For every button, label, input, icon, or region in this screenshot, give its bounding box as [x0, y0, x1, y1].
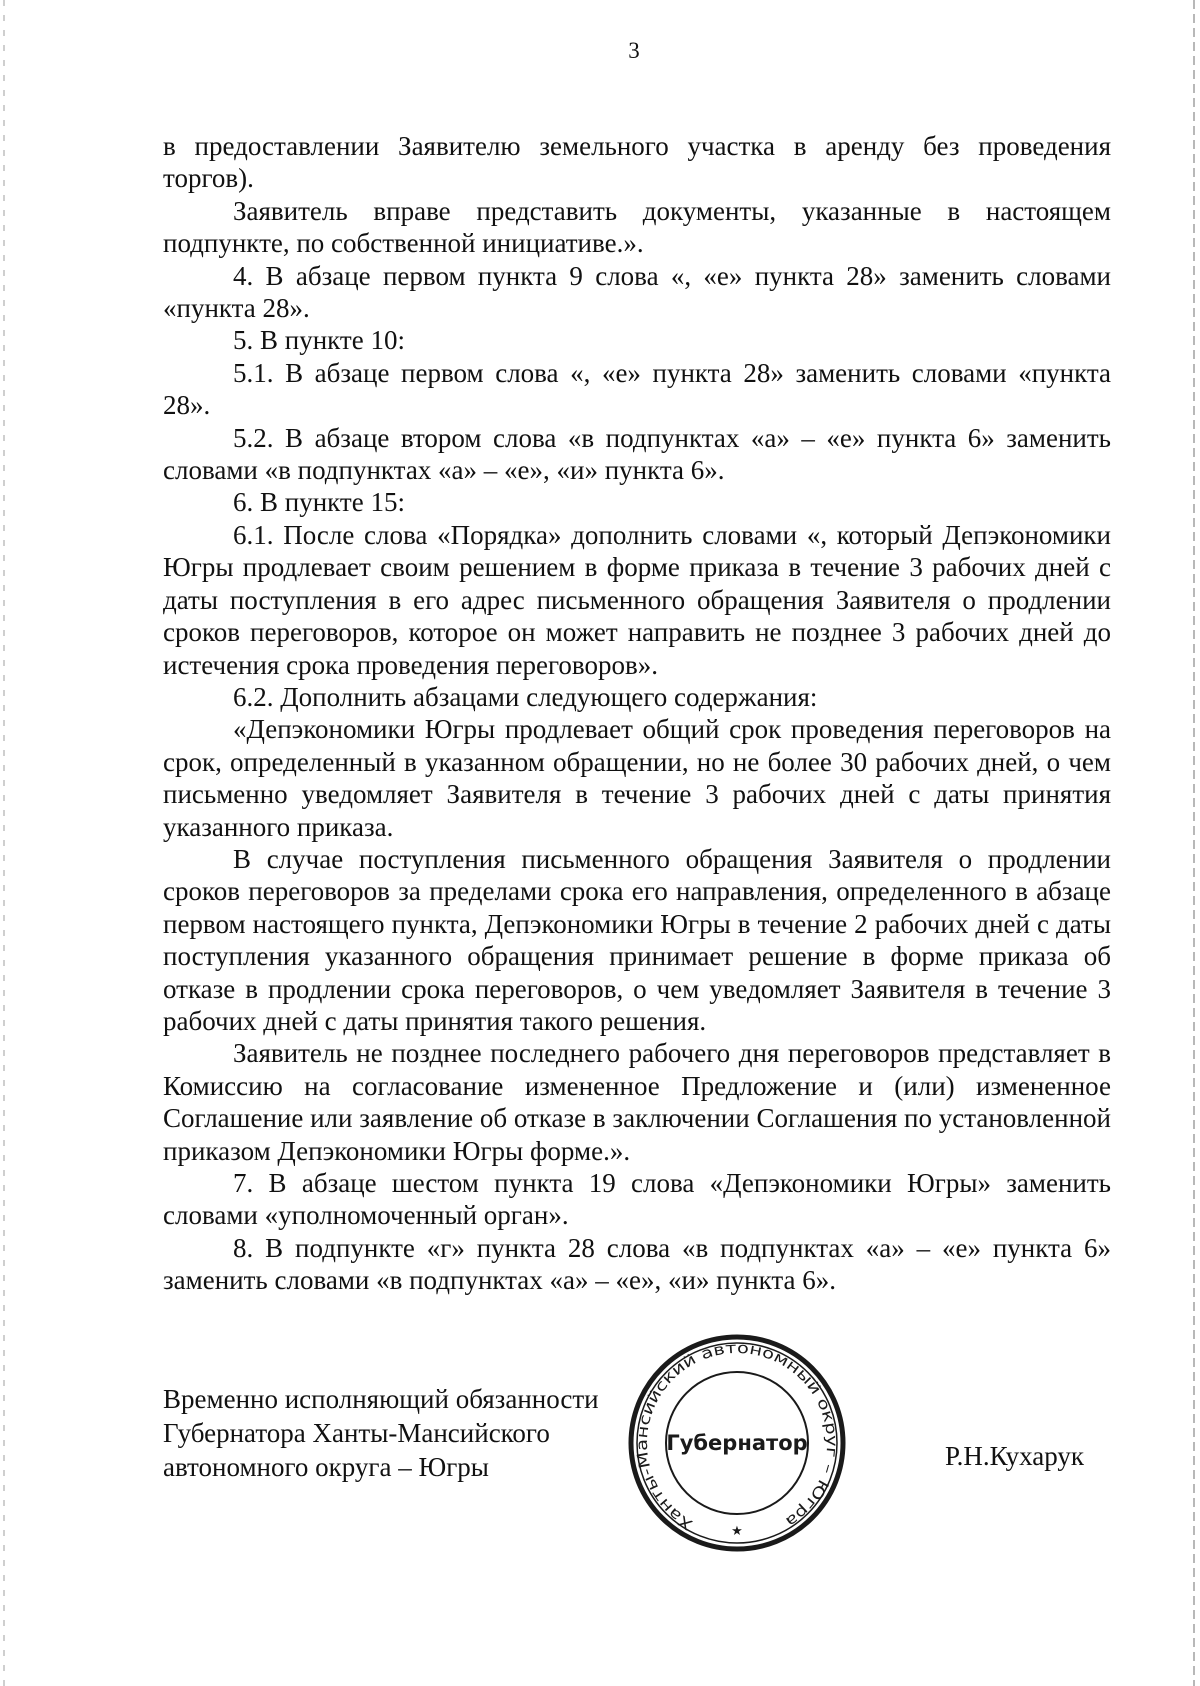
paragraph: Заявитель вправе представить документы, указанные в настоящем подпункте, по собственной инициативе.».: [163, 195, 1111, 259]
paragraph: 8. В подпункте «г» пункта 28 слова «в подпунктах «а» – «е» пункта 6» заменить словами «в подпунктах «а» – «е», «и» пункта 6».: [163, 1232, 1111, 1296]
paragraph: 6. В пункте 15:: [233, 487, 405, 518]
paragraph: 5. В пункте 10:: [233, 325, 405, 356]
paragraph: в предоставлении Заявителю земельного участка в аренду без проведения торгов).: [163, 131, 1111, 194]
signatory-position-line: Временно исполняющий обязанности: [163, 1384, 599, 1414]
paragraph: 4. В абзаце первом пункта 9 слова «, «е» пункта 28» заменить словами «пункта 28».: [163, 260, 1111, 324]
document-body: [163, 130, 1111, 1297]
seal-center-text: Губернатор: [666, 1431, 808, 1455]
paragraph: 6.1. После слова «Порядка» дополнить словами «, который Депэкономики Югры продлевает своим решением в форме приказа в течение 3 рабочих дней с даты поступления в его адрес письменного обращения Заявителя о продлении сроков переговоров, которое он может направить не позднее 3 рабочих дней до истечения срока проведения переговоров».: [163, 519, 1111, 680]
seal-ring-text: Ханты-Мансийский автономный округ – Югра: [632, 1338, 842, 1534]
paragraph: 6.2. Дополнить абзацами следующего содержания:: [233, 681, 818, 712]
governor-seal: [627, 1326, 847, 1556]
paragraph: «Депэкономики Югры продлевает общий срок проведения переговоров на срок, определенный в указанном обращении, но не более 30 рабочих дней, о чем письменно уведомляет Заявителя в течение 3 рабочих дней с даты принятия указанного приказа.: [163, 714, 1111, 842]
signatory-position-line: автономного округа – Югры: [163, 1452, 489, 1482]
paragraph: 7. В абзаце шестом пункта 19 слова «Депэкономики Югры» заменить словами «уполномоченный орган».: [163, 1168, 1111, 1231]
signatory-position: [163, 1382, 599, 1484]
paragraph: 5.1. В абзаце первом слова «, «е» пункта 28» заменить словами «пункта 28».: [163, 357, 1111, 421]
paragraph: Заявитель не позднее последнего рабочего дня переговоров представляет в Комиссию на согласование измененное Предложение и (или) измененное Соглашение или заявление об отказе в заключении Соглашения по установленной приказом Депэкономики Югры форме.».: [163, 1038, 1111, 1166]
scan-edge-right: [1193, 0, 1195, 1686]
scan-edge-left: [3, 0, 5, 1686]
paragraph: 5.2. В абзаце втором слова «в подпунктах «а» – «е» пункта 6» заменить словами «в подпунктах «а» – «е», «и» пункта 6».: [163, 422, 1111, 486]
signatory-name: Р.Н.Кухарук: [945, 1441, 1085, 1471]
signatory-position-line: Губернатора Ханты-Мансийского: [163, 1418, 550, 1448]
seal-star-icon: ★: [731, 1524, 743, 1539]
paragraph: В случае поступления письменного обращения Заявителя о продлении сроков переговоров за пределами срока его направления, определенного в абзаце первом настоящего пункта, Депэкономики Югры в течение 2 рабочих дней с даты поступления указанного обращения принимает решение в форме приказа об отказе в продлении срока переговоров, о чем уведомляет Заявителя в течение 3 рабочих дней с даты принятия такого решения.: [163, 843, 1111, 1036]
page-number: 3: [628, 38, 640, 63]
